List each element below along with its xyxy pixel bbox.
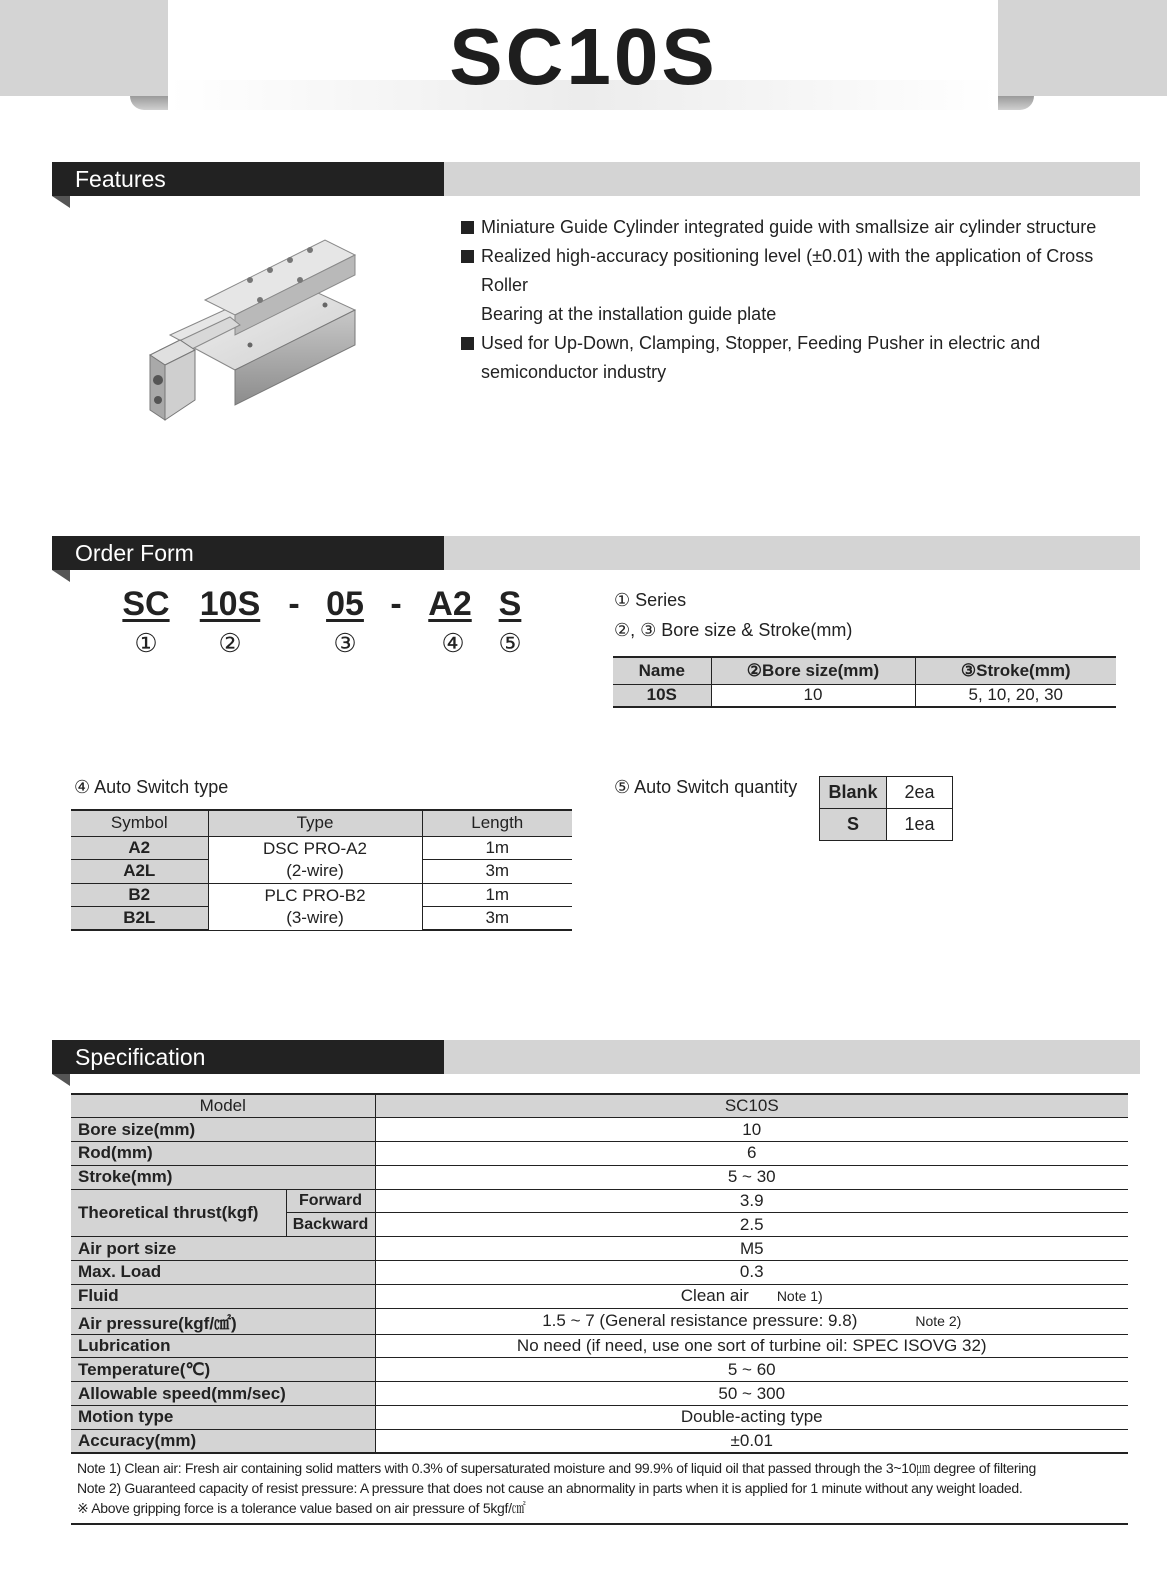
order-form-heading: Order Form bbox=[52, 536, 444, 570]
note-ref: Note 2) bbox=[915, 1313, 962, 1330]
features-section-bar bbox=[52, 162, 1140, 196]
table-row bbox=[71, 1406, 1128, 1430]
row-value: 50 ~ 300 bbox=[375, 1382, 1128, 1406]
row-label: Air pressure(kgf/㎠) bbox=[71, 1308, 375, 1334]
row-sublabel: Backward bbox=[286, 1213, 375, 1237]
table-cell: 2ea bbox=[887, 777, 953, 809]
table-row bbox=[820, 809, 953, 841]
table-row bbox=[71, 1308, 1128, 1334]
table-header: Type bbox=[208, 810, 422, 836]
code-dash: - bbox=[390, 585, 402, 623]
specification-table bbox=[71, 1093, 1128, 1454]
table-row bbox=[71, 1334, 1128, 1358]
table-header: Length bbox=[422, 810, 572, 836]
table-row bbox=[71, 1165, 1128, 1189]
legend-series: ① Series bbox=[614, 590, 687, 610]
circle-number: ① bbox=[134, 628, 158, 658]
switch-type-table bbox=[71, 809, 572, 931]
table-row bbox=[71, 836, 572, 860]
row-value: 2.5 bbox=[375, 1213, 1128, 1237]
table-row bbox=[71, 1284, 1128, 1308]
row-label: Stroke(mm) bbox=[71, 1165, 375, 1189]
row-label: Bore size(mm) bbox=[71, 1118, 375, 1142]
table-header: ③Stroke(mm) bbox=[915, 657, 1116, 684]
table-row bbox=[71, 1142, 1128, 1166]
bullet-square-icon bbox=[461, 221, 474, 234]
row-value: 1.5 ~ 7 (General resistance pressure: 9.8) Note 2) bbox=[375, 1308, 1128, 1334]
row-value: Double-acting type bbox=[375, 1406, 1128, 1430]
code-stroke: 05 bbox=[326, 585, 364, 623]
circle-number: ② bbox=[218, 628, 242, 658]
table-cell: 10S bbox=[613, 684, 711, 707]
table-row bbox=[71, 1358, 1128, 1382]
switch-qty-table bbox=[819, 776, 953, 841]
table-cell: B2 bbox=[71, 883, 208, 907]
row-label: Temperature(℃) bbox=[71, 1358, 375, 1382]
order-form-section-bar bbox=[52, 536, 1140, 570]
table-header: Name bbox=[613, 657, 711, 684]
table-row bbox=[71, 1237, 1128, 1261]
row-label: Max. Load bbox=[71, 1261, 375, 1285]
row-label: Accuracy(mm) bbox=[71, 1429, 375, 1453]
code-series: SC bbox=[122, 585, 170, 623]
table-cell: B2L bbox=[71, 907, 208, 931]
table-cell: 5, 10, 20, 30 bbox=[915, 684, 1116, 707]
table-row bbox=[71, 1189, 1128, 1213]
table-cell: 3m bbox=[422, 860, 572, 884]
row-value: 3.9 bbox=[375, 1189, 1128, 1213]
table-row bbox=[71, 1382, 1128, 1406]
note-line: Note 1) Clean air: Fresh air containing solid matters with 0.3% of supersaturated moisture and 99.9% of liquid oil that passed through the 3~10㎛ degree of filtering bbox=[77, 1460, 1036, 1476]
row-label: Theoretical thrust(kgf) bbox=[71, 1189, 286, 1237]
table-cell: Blank bbox=[820, 777, 887, 809]
specification-heading: Specification bbox=[52, 1040, 444, 1074]
note-line: Note 2) Guaranteed capacity of resist pressure: A pressure that does not cause an abnormality in parts when it is applied for 1 minute without any weight loaded. bbox=[77, 1480, 1023, 1496]
table-cell: A2 bbox=[71, 836, 208, 860]
row-label: Motion type bbox=[71, 1406, 375, 1430]
row-value: M5 bbox=[375, 1237, 1128, 1261]
table-cell: A2L bbox=[71, 860, 208, 884]
table-cell: 1m bbox=[422, 883, 572, 907]
table-header-row bbox=[71, 1094, 1128, 1118]
circle-number: ③ bbox=[333, 628, 357, 658]
row-value: 5 ~ 60 bbox=[375, 1358, 1128, 1382]
row-value: ±0.01 bbox=[375, 1429, 1128, 1453]
table-header: Model bbox=[71, 1094, 375, 1118]
table-row bbox=[820, 777, 953, 809]
features-heading: Features bbox=[52, 162, 444, 196]
spec-notes bbox=[77, 1458, 1036, 1518]
table-row bbox=[71, 1429, 1128, 1453]
table-cell: PLC PRO-B2 (3-wire) bbox=[208, 883, 422, 930]
code-switch-type: A2 bbox=[428, 585, 472, 623]
bullet-square-icon bbox=[461, 250, 474, 263]
row-value: 5 ~ 30 bbox=[375, 1165, 1128, 1189]
table-row bbox=[71, 1261, 1128, 1285]
table-cell: 3m bbox=[422, 907, 572, 931]
code-bore: 10S bbox=[199, 585, 261, 623]
bullet-square-icon bbox=[461, 337, 474, 350]
row-label: Air port size bbox=[71, 1237, 375, 1261]
row-value: No need (if need, use one sort of turbine oil: SPEC ISOVG 32) bbox=[375, 1334, 1128, 1358]
code-switch-qty: S bbox=[498, 585, 522, 623]
table-cell: 1m bbox=[422, 836, 572, 860]
row-value: Clean air Note 1) bbox=[375, 1284, 1128, 1308]
row-label: Rod(mm) bbox=[71, 1142, 375, 1166]
legend-bore-stroke: ②, ③ Bore size & Stroke(mm) bbox=[614, 620, 853, 640]
feature-item: Used for Up-Down, Clamping, Stopper, Feeding Pusher in electric and bbox=[461, 329, 1141, 358]
page-title: SC10S bbox=[449, 12, 718, 101]
note-line: ※ Above gripping force is a tolerance value based on air pressure of 5kgf/㎠ bbox=[77, 1500, 526, 1516]
table-row bbox=[71, 883, 572, 907]
table-cell: 10 bbox=[711, 684, 915, 707]
table-cell: S bbox=[820, 809, 887, 841]
row-label: Allowable speed(mm/sec) bbox=[71, 1382, 375, 1406]
note-ref: Note 1) bbox=[776, 1288, 823, 1305]
switch-qty-title: ⑤ Auto Switch quantity bbox=[614, 777, 798, 797]
product-image bbox=[140, 225, 365, 430]
feature-item-continued: Bearing at the installation guide plate bbox=[481, 304, 777, 324]
table-header: SC10S bbox=[375, 1094, 1128, 1118]
table-header: Symbol bbox=[71, 810, 208, 836]
row-value: 10 bbox=[375, 1118, 1128, 1142]
table-row bbox=[71, 1118, 1128, 1142]
switch-type-title: ④ Auto Switch type bbox=[74, 777, 229, 797]
row-sublabel: Forward bbox=[286, 1189, 375, 1213]
bore-stroke-table bbox=[613, 656, 1116, 708]
divider bbox=[71, 1523, 1128, 1525]
row-value: 6 bbox=[375, 1142, 1128, 1166]
row-value: 0.3 bbox=[375, 1261, 1128, 1285]
table-header-row bbox=[613, 657, 1116, 684]
table-header-row bbox=[71, 810, 572, 836]
circle-number: ⑤ bbox=[498, 628, 522, 658]
table-cell: 1ea bbox=[887, 809, 953, 841]
code-dash: - bbox=[288, 585, 300, 623]
features-list bbox=[461, 213, 1141, 387]
table-row bbox=[613, 684, 1116, 707]
table-header: ②Bore size(mm) bbox=[711, 657, 915, 684]
row-label: Fluid bbox=[71, 1284, 375, 1308]
feature-item: Realized high-accuracy positioning level (±0.01) with the application of Cross Roller bbox=[461, 242, 1141, 300]
row-label: Lubrication bbox=[71, 1334, 375, 1358]
feature-item: Miniature Guide Cylinder integrated guide with smallsize air cylinder structure bbox=[461, 213, 1141, 242]
feature-item-continued: semiconductor industry bbox=[481, 362, 667, 382]
table-cell: DSC PRO-A2 (2-wire) bbox=[208, 836, 422, 883]
circle-number: ④ bbox=[441, 628, 465, 658]
specification-section-bar bbox=[52, 1040, 1140, 1074]
